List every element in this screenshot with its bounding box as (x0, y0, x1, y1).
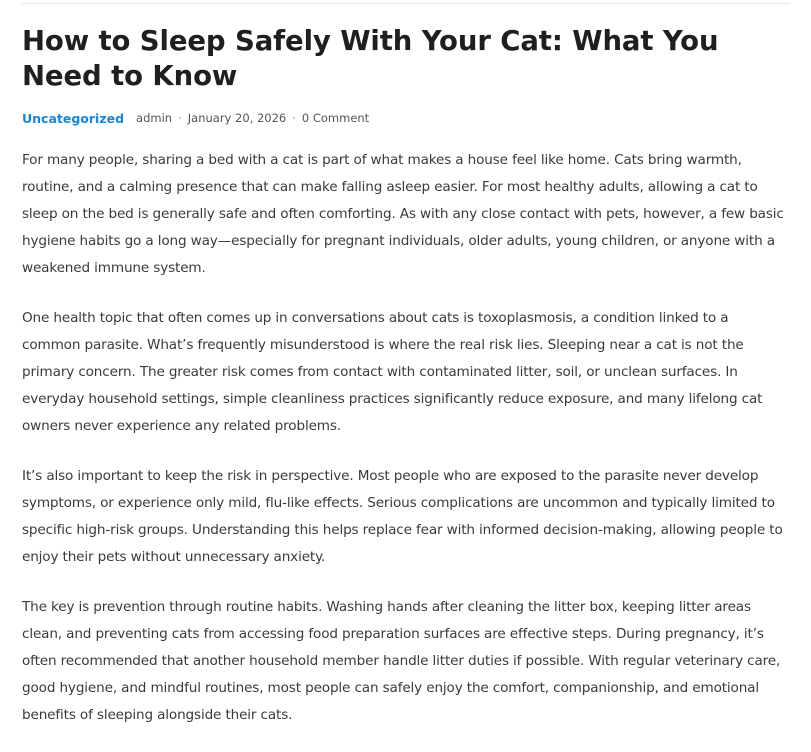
article (22, 24, 790, 752)
comments-link[interactable]: 0 Comment (301, 111, 370, 125)
article-body (22, 147, 790, 729)
author-link[interactable]: admin (136, 111, 173, 125)
meta-separator: · (178, 111, 182, 125)
top-divider (22, 3, 790, 4)
paragraph: It’s also important to keep the risk in perspective. Most people who are exposed to the parasite never develop symptoms, or experience only mild, flu-like effects. Serious complications are uncommon and typically limited to specific high-risk groups. Understanding this helps replace fear with informed decision-making, allowing people to enjoy their pets without unnecessary anxiety. (22, 468, 783, 565)
paragraph: The key is prevention through routine habits. Washing hands after cleaning the litter box, keeping litter areas clean, and preventing cats from accessing food preparation surfaces are effective steps. During pregnancy, it’s often recommended that another household member handle litter duties if possible. With regular veterinary care, good hygiene, and mindful routines, most people can safely enjoy the comfort, companionship, and emotional benefits of sleeping alongside their cats. (22, 599, 781, 723)
paragraph: For many people, sharing a bed with a cat is part of what makes a house feel like home. Cats bring warmth, routine, and a calming presence that can make falling asleep easier. For most healthy adults, allowing a cat to sleep on the bed is generally safe and often comforting. As with any close contact with pets, however, a few basic hygiene habits go a long way—especially for pregnant individuals, older adults, young children, or anyone with a weakened immune system. (22, 152, 784, 276)
category-link[interactable]: Uncategorized (22, 110, 125, 126)
paragraph: One health topic that often comes up in conversations about cats is toxoplasmosis, a condition linked to a common parasite. What’s frequently misunderstood is where the real risk lies. Sleeping near a cat is not the primary concern. The greater risk comes from contact with contaminated litter, soil, or unclean surfaces. In everyday household settings, simple cleanliness practices significantly reduce exposure, and many lifelong cat owners never experience any related problems. (22, 310, 763, 434)
article-meta (22, 108, 790, 128)
meta-separator: · (292, 111, 296, 125)
article-title: How to Sleep Safely With Your Cat: What You Need to Know (22, 25, 719, 92)
post-date-link[interactable]: January 20, 2026 (187, 111, 287, 125)
